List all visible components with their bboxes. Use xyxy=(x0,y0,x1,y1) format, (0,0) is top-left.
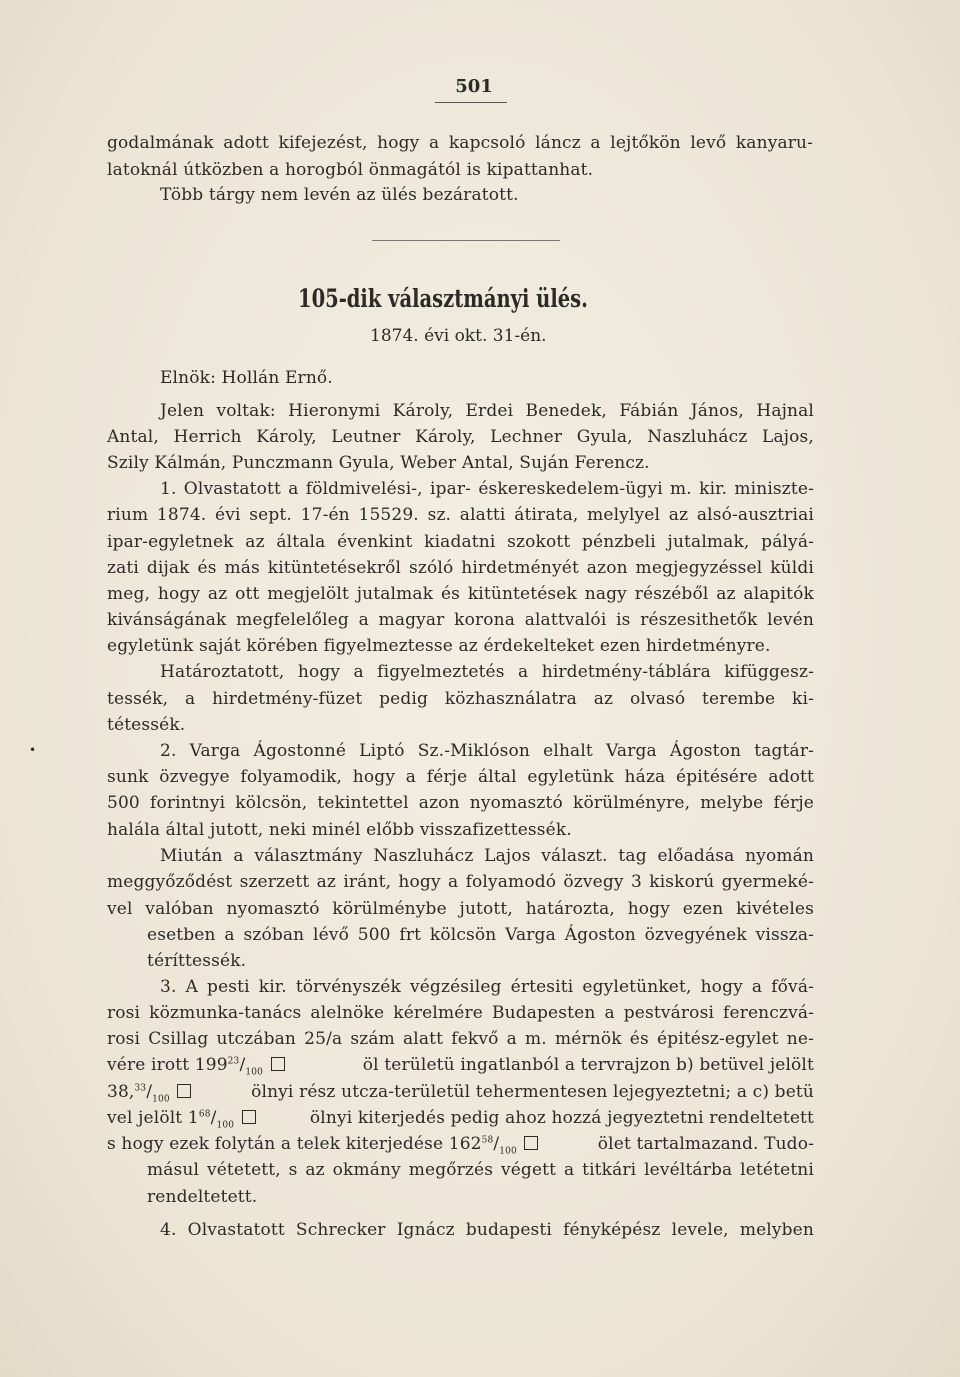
fraction-run: vel jelölt $1^{68}/_{100}$ xyxy=(107,1106,258,1130)
fraction-run: $38,33/_{100}$ xyxy=(107,1080,193,1104)
fraction-numerator: 58 xyxy=(481,1135,494,1146)
text-segment: ölnyi kiterjedés pedig ahoz hozzá jegyeztetni rendeltetett xyxy=(309,1108,814,1128)
text-line: vel valóban nyomasztó körülménybe jutott, határozta, hogy ezen kivételes xyxy=(107,899,814,919)
text-line: 500 forintnyi kölcsön, tekintettel azon nyomasztó körülményre, melybe férje xyxy=(107,793,814,813)
square-unit-icon xyxy=(524,1136,538,1150)
text-line: Több tárgy nem levén az ülés bezáratott. xyxy=(160,185,519,205)
text-line: rosi Csillag utczában 25/a szám alatt fekvő a m. mérnök és épitész-egylet ne- xyxy=(107,1029,814,1049)
text-line: téríttessék. xyxy=(147,951,247,971)
text-line: meg, hogy az ott megjelölt jutalmak és kitüntetések nagy részéből az alapitók xyxy=(107,584,814,604)
margin-dot: • xyxy=(29,743,37,757)
text-line: egyletünk saját körében figyelmeztesse az érdekelteket ezen hirdetményre. xyxy=(107,636,771,656)
text-line: meggyőződést szerzett az iránt, hogy a folyamodó özvegy 3 kiskorú gyermeké- xyxy=(107,872,814,892)
text-line: Jelen voltak: Hieronymi Károly, Erdei Benedek, Fábián János, Hajnal xyxy=(160,401,814,421)
text-line: Antal, Herrich Károly, Leutner Károly, Lechner Gyula, Naszluhácz Lajos, xyxy=(107,427,814,447)
text-line: latoknál útközben a horogból önmagától is kipattanhat. xyxy=(107,160,594,180)
text-segment: vére irott 199 xyxy=(107,1055,228,1075)
text-line: rosi közmunka-tanács alelnöke kérelmére Budapesten a pestvárosi ferenczvá- xyxy=(107,1003,814,1023)
text-line xyxy=(107,1053,814,1077)
text-segment: öl területü ingatlanból a tervrajzon b) betüvel jelölt xyxy=(362,1055,814,1075)
square-unit-icon xyxy=(242,1110,256,1124)
text-line: zati dijak és más kitüntetésekről szóló hirdetményét azon megjegyzéssel küldi xyxy=(107,558,814,578)
text-line: Miután a választmány Naszluhácz Lajos választ. tag előadása nyomán xyxy=(160,846,814,866)
fraction-denominator: 100 xyxy=(245,1067,263,1078)
section-separator xyxy=(372,240,560,241)
fraction-numerator: 23 xyxy=(227,1056,240,1067)
text-line: 3. A pesti kir. törvényszék végzésileg értesiti egyletünket, hogy a fővá- xyxy=(160,977,814,997)
square-unit-icon xyxy=(177,1084,191,1098)
meeting-date: 1874. évi okt. 31-én. xyxy=(370,326,547,346)
text-line: 4. Olvastatott Schrecker Ignácz budapesti fényképész levele, melyben xyxy=(160,1220,814,1240)
text-line: ipar-egyletnek az általa évenkint kiadatni szokott pénzbeli jutalmak, pályá- xyxy=(107,532,814,552)
square-unit-icon xyxy=(271,1057,285,1071)
page-number-rule xyxy=(435,102,507,103)
text-segment: ölet tartalmazand. Tudo- xyxy=(597,1134,814,1154)
text-line: 1. Olvastatott a földmivelési-, ipar- éskereskedelem-ügyi m. kir. miniszte- xyxy=(160,479,814,499)
fraction-denominator: 100 xyxy=(216,1120,235,1131)
fraction-numerator: 33 xyxy=(134,1083,147,1094)
text-line: godalmának adott kifejezést, hogy a kapcsoló láncz a lejtőkön levő kanyaru- xyxy=(107,133,813,153)
text-line: esetben a szóban lévő 500 frt kölcsön Varga Ágoston özvegyének vissza- xyxy=(147,925,814,945)
text-line: rendeltetett. xyxy=(147,1187,258,1207)
text-line: Határoztatott, hogy a figyelmeztetés a hirdetmény-táblára kifüggesz- xyxy=(160,662,814,682)
text-line: halála által jutott, neki minél előbb visszafizettessék. xyxy=(107,820,572,840)
text-line: tessék, a hirdetmény-füzet pedig közhasználatra az olvasó terembe ki- xyxy=(107,689,814,709)
text-line xyxy=(107,1106,814,1130)
page-number: 501 xyxy=(455,76,493,97)
text-line: 2. Varga Ágostonné Liptó Sz.-Miklóson elhalt Varga Ágoston tagtár- xyxy=(160,741,814,761)
text-line: kivánságának megfelelőleg a magyar korona alattvalói is részesithetők levén xyxy=(107,610,814,630)
text-line: másul vétetett, s az okmány megőrzés végett a titkári levéltárba letétetni xyxy=(147,1160,814,1180)
text-line: rium 1874. évi sept. 17-én 15529. sz. alatti átirata, melylyel az alsó-ausztriai xyxy=(107,505,814,525)
section-heading: 105-dik választmányi ülés. xyxy=(298,284,588,313)
text-segment: s hogy ezek folytán a telek kiterjedése 162 xyxy=(107,1134,482,1154)
text-segment: 38, xyxy=(107,1082,135,1102)
fraction-run: vére irott $199^{23}/_{100}$ xyxy=(107,1053,287,1077)
text-line xyxy=(107,1132,814,1156)
chairman-line: Elnök: Hollán Ernő. xyxy=(160,368,333,388)
text-line: tétessék. xyxy=(107,715,186,735)
fraction-denominator: 100 xyxy=(499,1146,517,1157)
text-segment: ölnyi rész utcza-területül tehermentesen lejegyeztetni; a c) betü xyxy=(251,1082,814,1102)
text-line xyxy=(107,1080,814,1104)
fraction-numerator: 68 xyxy=(198,1109,211,1120)
fraction-run: s hogy ezek folytán a telek kiterjedése $162^{58}/_{100}$ xyxy=(107,1132,540,1156)
fraction-denominator: 100 xyxy=(152,1094,170,1105)
text-line: sunk özvegye folyamodik, hogy a férje által egyletünk háza épitésére adott xyxy=(107,767,814,787)
text-segment: vel jelölt 1 xyxy=(107,1108,199,1128)
text-line: Szily Kálmán, Punczmann Gyula, Weber Antal, Suján Ferencz. xyxy=(107,453,650,473)
